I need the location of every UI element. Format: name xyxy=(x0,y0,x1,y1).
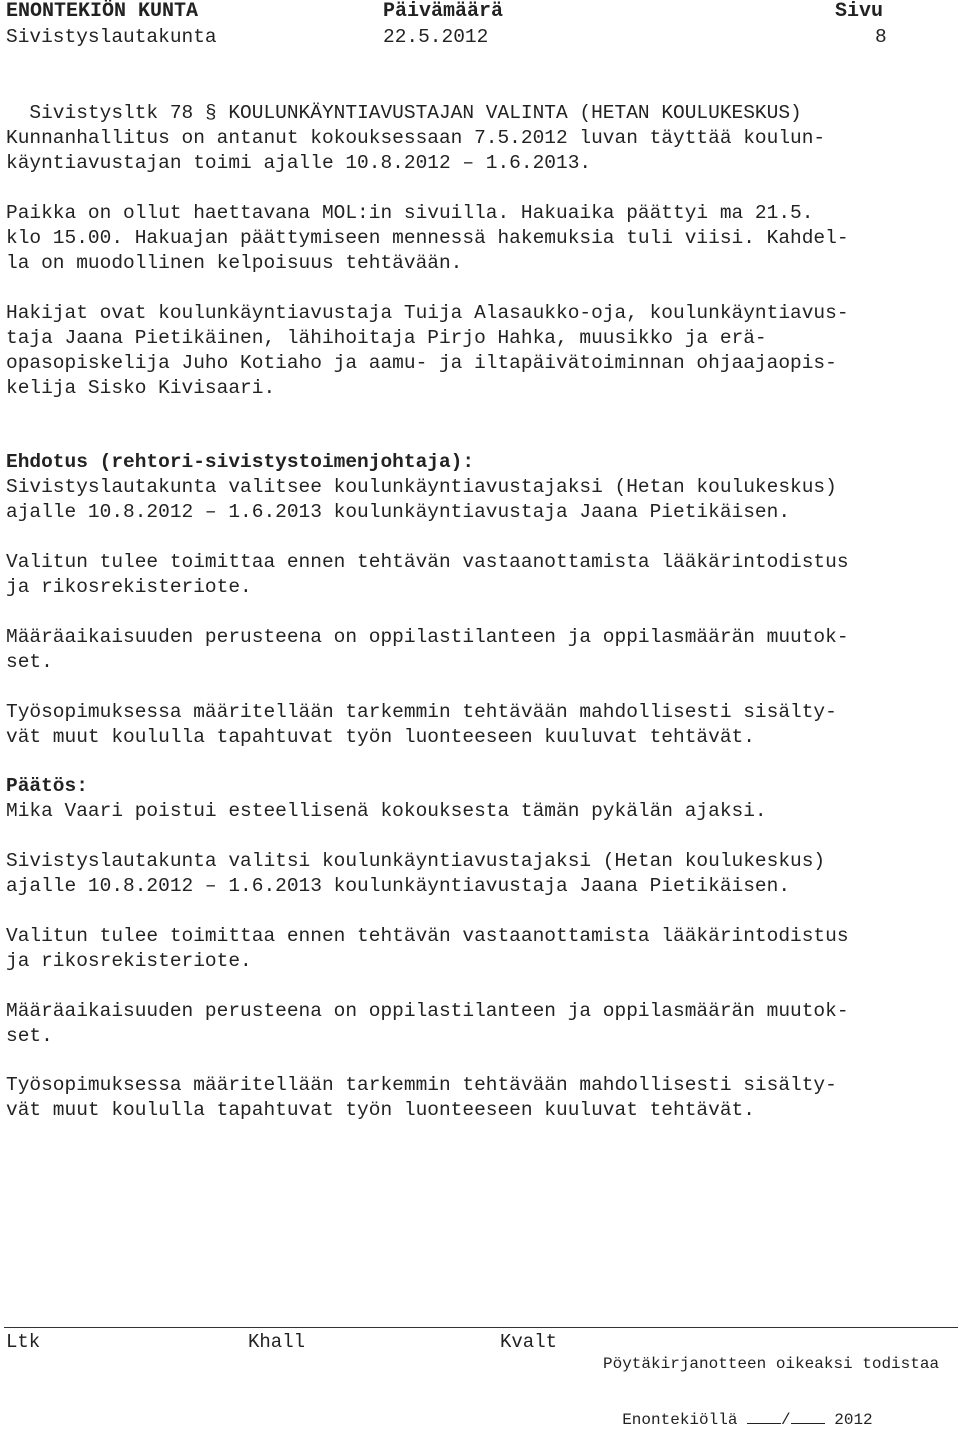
proposal-heading: Ehdotus (rehtori-sivistystoimenjohtaja): xyxy=(6,451,475,473)
intro-paragraph-1 xyxy=(6,126,956,176)
certification-text: Pöytäkirjanotteen oikeaksi todistaa xyxy=(603,1355,940,1373)
text-line: vät muut koululla tapahtuvat työn luonteeseen kuuluvat tehtävät. xyxy=(6,1099,755,1121)
certification-place: Enontekiöllä xyxy=(622,1411,738,1429)
text-line: Määräaikaisuuden perusteena on oppilastilanteen ja oppilasmäärän muutok- xyxy=(6,1000,849,1022)
certification-year: 2012 xyxy=(834,1411,873,1429)
text-line: Hakijat ovat koulunkäyntiavustaja Tuija Alasaukko-oja, koulunkäyntiavus- xyxy=(6,302,849,324)
text-line: opasopiskelija Juho Kotiaho ja aamu- ja iltapäivätoiminnan ohjaajaopis- xyxy=(6,352,837,374)
text-line: Työsopimuksessa määritellään tarkemmin tehtävään mahdollisesti sisälty- xyxy=(6,1074,837,1096)
text-line: Valitun tulee toimittaa ennen tehtävän vastaanottamista lääkärintodistus xyxy=(6,925,849,947)
applicants-paragraph xyxy=(6,301,956,401)
text-line: taja Jaana Pietikäinen, lähihoitaja Pirjo Hahka, muusikko ja erä- xyxy=(6,327,767,349)
text-line: la on muodollinen kelpoisuus tehtävään. xyxy=(6,252,463,274)
section-title-text: KOULUNKÄYNTIAVUSTAJAN VALINTA (HETAN KOULUKESKUS) xyxy=(216,102,802,124)
text-line: ja rikosrekisteriote. xyxy=(6,576,252,598)
page-number: 8 xyxy=(875,26,887,48)
meeting-date: 22.5.2012 xyxy=(383,26,489,48)
text-line: ajalle 10.8.2012 – 1.6.2013 koulunkäyntiavustaja Jaana Pietikäisen. xyxy=(6,501,791,523)
text-line: Määräaikaisuuden perusteena on oppilastilanteen ja oppilasmäärän muutok- xyxy=(6,626,849,648)
text-line: Kunnanhallitus on antanut kokouksessaan 7.5.2012 luvan täyttää koulun- xyxy=(6,127,826,149)
footer-ltk: Ltk xyxy=(6,1331,41,1353)
footer-khall: Khall xyxy=(248,1331,306,1353)
text-line: kelija Sisko Kivisaari. xyxy=(6,377,276,399)
decision-section xyxy=(6,774,956,824)
text-line: Sivistyslautakunta valitsi koulunkäyntiavustajaksi (Hetan koulukeskus) xyxy=(6,850,826,872)
month-blank xyxy=(791,1409,825,1424)
text-line: käyntiavustajan toimi ajalle 10.8.2012 – 1.6.2013. xyxy=(6,152,592,174)
text-line: Työsopimuksessa määritellään tarkemmin tehtävään mahdollisesti sisälty- xyxy=(6,701,837,723)
decision-paragraph-1 xyxy=(6,849,956,899)
decision-paragraph-4 xyxy=(6,1073,956,1123)
decision-heading: Päätös: xyxy=(6,775,88,797)
text-line: Valitun tulee toimittaa ennen tehtävän vastaanottamista lääkärintodistus xyxy=(6,551,849,573)
decision-paragraph-2 xyxy=(6,924,956,974)
text-line: Paikka on ollut haettavana MOL:in sivuilla. Hakuaika päättyi ma 21.5. xyxy=(6,202,814,224)
org-name: ENONTEKIÖN KUNTA xyxy=(6,0,199,23)
certification-date-line xyxy=(603,1391,873,1429)
section-sign: § xyxy=(204,102,217,124)
footer-kvalt: Kvalt xyxy=(500,1331,558,1353)
intro-paragraph-2 xyxy=(6,201,956,276)
date-separator: / xyxy=(781,1411,791,1429)
footer-divider xyxy=(4,1327,958,1328)
decision-paragraph-3 xyxy=(6,999,956,1049)
text-line: ajalle 10.8.2012 – 1.6.2013 koulunkäyntiavustaja Jaana Pietikäisen. xyxy=(6,875,791,897)
text-line: set. xyxy=(6,651,53,673)
date-label: Päivämäärä xyxy=(383,0,504,23)
proposal-section xyxy=(6,450,956,525)
day-blank xyxy=(747,1409,781,1424)
text-line: ja rikosrekisteriote. xyxy=(6,950,252,972)
text-line: Sivistyslautakunta valitsee koulunkäyntiavustajaksi (Hetan koulukeskus) xyxy=(6,476,837,498)
committee-name: Sivistyslautakunta xyxy=(6,26,217,48)
text-line: Mika Vaari poistui esteellisenä kokouksesta tämän pykälän ajaksi. xyxy=(6,800,767,822)
section-title-prefix: Sivistysltk 78 xyxy=(29,102,194,124)
page-label: Sivu xyxy=(835,0,884,23)
proposal-paragraph-4 xyxy=(6,700,956,750)
text-line: set. xyxy=(6,1025,53,1047)
text-line: vät muut koululla tapahtuvat työn luonteeseen kuuluvat tehtävät. xyxy=(6,726,755,748)
section-title xyxy=(6,76,802,126)
proposal-paragraph-2 xyxy=(6,550,956,600)
text-line: klo 15.00. Hakuajan päättymiseen mennessä hakemuksia tuli viisi. Kahdel- xyxy=(6,227,849,249)
proposal-paragraph-3 xyxy=(6,625,956,675)
